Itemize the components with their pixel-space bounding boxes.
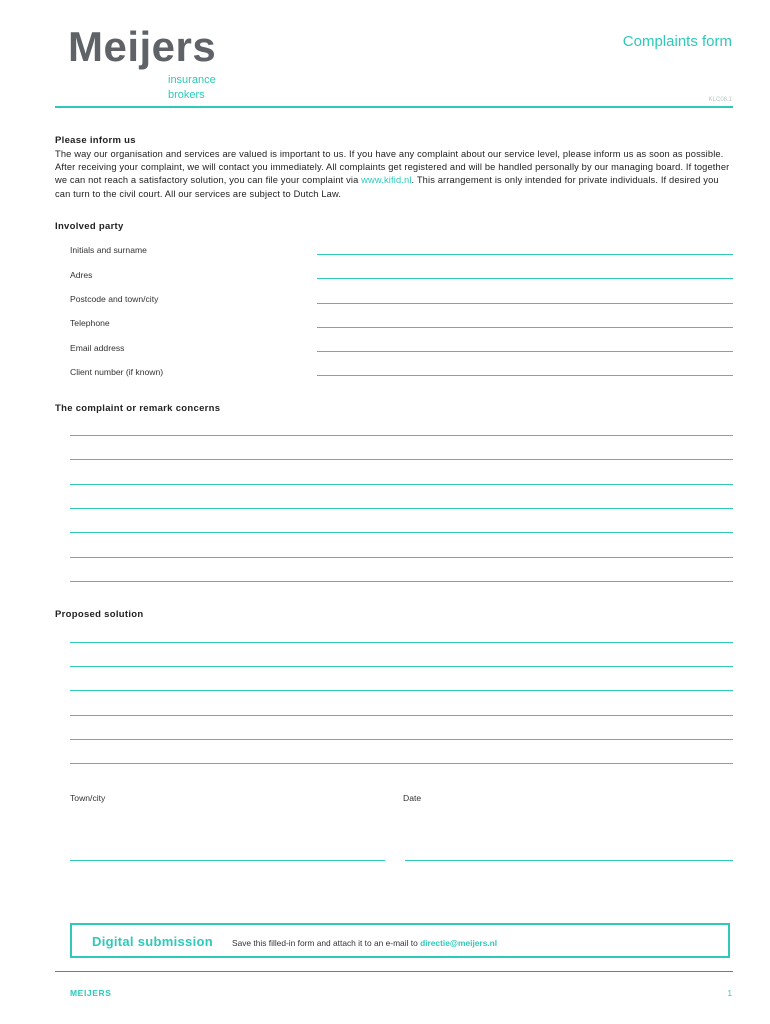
complaint-writing-line <box>70 581 733 582</box>
field-input-address[interactable] <box>317 278 733 279</box>
footer-divider <box>55 971 733 972</box>
field-label-initials-surname: Initials and surname <box>70 245 147 255</box>
company-logo: Meijers <box>68 23 217 70</box>
kifid-link[interactable]: www.kifid.nl <box>361 175 412 186</box>
field-input-telephone[interactable] <box>317 327 733 328</box>
intro-heading: Please inform us <box>55 135 136 146</box>
involved-party-heading: Involved party <box>55 221 124 232</box>
field-label-postcode-town: Postcode and town/city <box>70 294 159 304</box>
field-label-address: Adres <box>70 270 93 280</box>
field-input-client-number[interactable] <box>317 375 733 376</box>
solution-heading: Proposed solution <box>55 609 144 620</box>
town-city-label: Town/city <box>70 793 106 803</box>
form-title: Complaints form <box>622 33 732 50</box>
complaint-writing-line <box>70 557 733 558</box>
footer-brand: MEIJERS <box>70 988 112 998</box>
intro-paragraph <box>55 148 735 201</box>
form-reference-code: KLC08.1 <box>708 97 732 103</box>
intro-text-part-2: . This arrangement is only intended for private individuals. If desired you can turn to the civil court. All our services are subject to Dutch Law. <box>55 175 719 199</box>
solution-writing-line <box>70 763 733 764</box>
field-label-client-number: Client number (if known) <box>70 367 164 377</box>
complaint-writing-line <box>70 508 733 509</box>
field-input-initials-surname[interactable] <box>317 254 733 255</box>
intro-text-part-1: The way our organisation and services are valued is important to us. If you have any complaint about our service level, please inform us as soon as possible. After receiving your complaint, we will contact you immediately. All complaints get registered and will be handled personally by our managing board. If together we can not reach a satisfactory solution, you can file your complaint via <box>55 149 730 186</box>
town-city-input[interactable] <box>70 860 385 861</box>
solution-writing-line <box>70 715 733 716</box>
date-input[interactable] <box>405 860 733 861</box>
field-label-email: Email address <box>70 343 125 353</box>
field-input-postcode-town[interactable] <box>317 303 733 304</box>
digital-submission-title: Digital submission <box>92 934 213 949</box>
date-label: Date <box>403 793 422 803</box>
solution-writing-line <box>70 739 733 740</box>
page-number: 1 <box>727 989 732 998</box>
digital-submission-box <box>70 923 730 958</box>
field-input-email[interactable] <box>317 351 733 352</box>
logo-subtitle-line-2: brokers <box>168 89 205 101</box>
complaint-heading: The complaint or remark concerns <box>55 403 221 414</box>
complaint-writing-line <box>70 484 733 485</box>
field-label-telephone: Telephone <box>70 318 110 328</box>
solution-writing-line <box>70 690 733 691</box>
digital-submission-instructions <box>232 938 497 948</box>
solution-writing-line <box>70 642 733 643</box>
complaint-writing-line <box>70 459 733 460</box>
logo-subtitle-line-1: insurance <box>168 74 216 86</box>
solution-writing-line <box>70 666 733 667</box>
submission-email-link[interactable]: directie@meijers.nl <box>420 938 498 948</box>
complaint-writing-line <box>70 435 733 436</box>
header-divider <box>55 106 733 108</box>
complaint-writing-line <box>70 532 733 533</box>
digital-submission-text: Save this filled-in form and attach it to an e-mail to <box>232 938 421 948</box>
